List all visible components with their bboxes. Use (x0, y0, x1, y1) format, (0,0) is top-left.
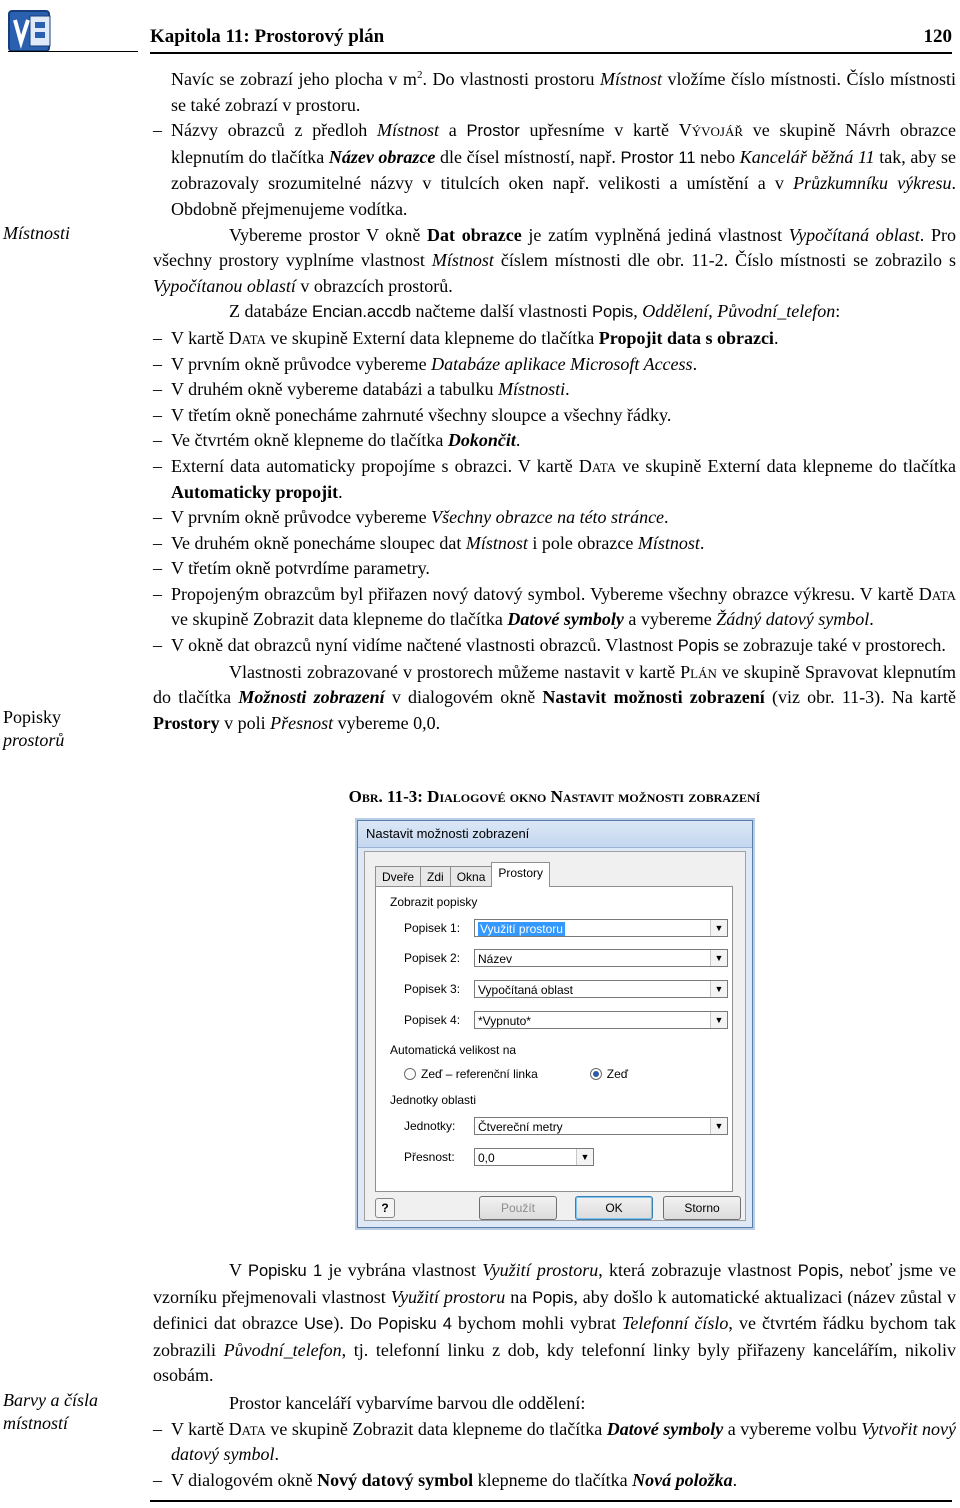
page-header (150, 20, 952, 54)
paragraph: Vybereme prostor V okně Dat obrazce je zatím vyplněná jediná vlastnost Vypočítaná oblast. Pro všechny prostory vyplníme vlastnost Místnost číslem místnosti dle obr. 11-2. Číslo místnosti se zobrazilo s Vypočítanou oblastí v obrazcích prostorů. (153, 224, 956, 296)
units-caption: Jednotky: (404, 1119, 456, 1133)
list-item: – V okně dat obrazců nyní vidíme načtené vlastnosti obrazců. Vlastnost Popis se zobrazuje také v prostorech. (153, 633, 956, 660)
visio-logo-icon (8, 8, 54, 54)
paragraph: Vlastnosti zobrazované v prostorech můžeme nastavit v kartě Plán ve skupině Spravovat klepnutím do tlačítka Možnosti zobrazení v dialogovém okně Nastavit možnosti zobrazení (viz obr. 11-3). Na kartě Prostory v poli Přesnost vybereme 0,0. (153, 661, 956, 733)
tab-spaces[interactable]: Prostory (491, 862, 550, 887)
list-item: – V třetím okně potvrdíme parametry. (153, 556, 956, 582)
footer-divider (150, 1500, 952, 1502)
label4-row (404, 1011, 728, 1029)
list-item: – V prvním okně průvodce vybereme Všechny obrazce na této stránce. (153, 505, 956, 531)
chevron-down-icon: ▼ (710, 981, 727, 997)
paragraph: Prostor kanceláří vybarvíme barvou dle oddělení: (229, 1392, 586, 1413)
chevron-down-icon: ▼ (710, 1012, 727, 1028)
tab-doors[interactable]: Dveře (375, 866, 421, 887)
chevron-down-icon: ▼ (710, 920, 727, 936)
paragraph: V Popisku 1 je vybrána vlastnost Využití prostoru, která zobrazuje vlastnost Popis, neboť jsme ve vzorníku přejmenovali vlastnost Využití prostoru na Popis, aby došlo k automatické aktualizaci (název zůstal v definici dat obrazce Use). Do Popisku 4 bychom mohli vybrat Telefonní číslo, ve čtvrtém řádku bychom tak zobrazili Původní_telefon, tj. telefonní linku z dob, kdy telefonní linky byly přiřazeny kancelářím, nikoliv osobám. (153, 1260, 957, 1386)
figure-caption: Obr. 11-3: Dialogové okno Nastavit možnosti zobrazení (348, 787, 761, 806)
margin-note-labels-a: Popisky (3, 707, 62, 727)
list-item: – Názvy obrazců z předloh Místnost a Prostor upřesníme v kartě Vývojář ve skupině Návrh obrazce klepnutím do tlačítka Název obrazce dle čísel místností, např. Prostor 11 nebo Kancelář běžná 11 tak, aby se zobrazovaly srozumitelné názvy v titulcích oken např. velikosti a umístění a v Průzkumníku výkresu. Obdobně přejmenujeme vodítka. (153, 118, 956, 222)
label4-select[interactable]: *Vypnuto* ▼ (474, 1011, 728, 1029)
precision-caption: Přesnost: (404, 1150, 455, 1164)
tab-windows[interactable]: Okna (450, 866, 493, 887)
chevron-down-icon: ▼ (710, 950, 727, 966)
label2-caption: Popisek 2: (404, 951, 461, 965)
paragraph: Z databáze Encian.accdb načteme další vlastnosti Popis, Oddělení, Původní_telefon: (229, 301, 841, 322)
list-item: – Propojeným obrazcům byl přiřazen nový datový symbol. Vybereme všechny obrazce výkresu. V kartě Data ve skupině Zobrazit data klepneme do tlačítka Datové symboly a vybereme Žádný datový symbol. (153, 582, 956, 633)
label3-caption: Popisek 3: (404, 982, 461, 996)
label2-row (404, 949, 728, 967)
tab-panel (375, 886, 733, 1192)
precision-row (404, 1148, 594, 1166)
list-item: – V dialogovém okně Nový datový symbol klepneme do tlačítka Nová položka. (153, 1468, 956, 1494)
display-options-dialog (357, 820, 753, 1228)
label3-row (404, 980, 728, 998)
precision-select[interactable]: 0,0 ▼ (474, 1148, 594, 1166)
dialog-title: Nastavit možnosti zobrazení (358, 821, 752, 848)
chevron-down-icon: ▼ (576, 1149, 593, 1165)
list-item: – Externí data automaticky propojíme s obrazci. V kartě Data ve skupině Externí data klepneme do tlačítka Automaticky propojit. (153, 454, 956, 505)
main-text-top (153, 63, 956, 736)
radio-wall-reference[interactable]: Zeď – referenční linka (404, 1067, 538, 1081)
units-select[interactable]: Čtvereční metry ▼ (474, 1117, 728, 1135)
margin-note-rooms: Místnosti (3, 223, 71, 243)
main-text-bottom (153, 1258, 956, 1493)
margin-note-colors: Barvy a čísla místností (3, 1390, 98, 1433)
tab-walls[interactable]: Zdi (420, 866, 451, 887)
margin-note-labels-b: prostorů (3, 730, 65, 750)
label1-row (404, 919, 728, 937)
list-item: – V kartě Data ve skupině Externí data klepneme do tlačítka Propojit data s obrazci. (153, 326, 956, 352)
label1-select[interactable]: Využití prostoru ▼ (474, 919, 728, 937)
group-area-title: Automatická velikost na (390, 1043, 517, 1057)
chapter-title: Kapitola 11: Prostorový plán (150, 26, 385, 47)
area-radio-row (404, 1067, 680, 1081)
list-item: – V druhém okně vybereme databázi a tabulku Místnosti. (153, 377, 956, 403)
label3-select[interactable]: Vypočítaná oblast ▼ (474, 980, 728, 998)
list-item: – Ve čtvrtém okně klepneme do tlačítka Dokončit. (153, 428, 956, 454)
list-item: – V kartě Data ve skupině Zobrazit data klepneme do tlačítka Datové symboly a vybereme volbu Vytvořit nový datový symbol. (153, 1417, 956, 1468)
header-divider (8, 51, 138, 52)
list-item: – V třetím okně ponecháme zahrnuté všechny sloupce a všechny řádky. (153, 403, 956, 429)
ok-button[interactable]: OK (575, 1196, 653, 1220)
paragraph: Navíc se zobrazí jeho plocha v $m^2$. Do vlastnosti prostoru Místnost vložíme číslo místnosti. Číslo místnosti se také zobrazí v prostoru. (171, 69, 957, 115)
units-row (404, 1117, 728, 1135)
dialog-body (364, 851, 746, 1221)
label1-caption: Popisek 1: (404, 921, 461, 935)
radio-wall[interactable]: Zeď (590, 1067, 628, 1081)
margin-note-labels (3, 706, 83, 752)
group-units-title: Jednotky oblasti (390, 1093, 477, 1107)
cancel-button[interactable]: Storno (663, 1196, 741, 1220)
apply-button[interactable]: Použít (479, 1196, 557, 1220)
list-item: – Ve druhém okně ponecháme sloupec dat Místnost i pole obrazce Místnost. (153, 531, 956, 557)
group-labels-title: Zobrazit popisky (390, 895, 478, 909)
radio-dot (404, 1068, 416, 1080)
radio-dot-selected (590, 1068, 602, 1080)
label2-select[interactable]: Název ▼ (474, 949, 728, 967)
label4-caption: Popisek 4: (404, 1013, 461, 1027)
dialog-tabs (375, 862, 549, 887)
chevron-down-icon: ▼ (710, 1118, 727, 1134)
help-icon[interactable]: ? (375, 1198, 395, 1218)
page-number: 120 (923, 26, 952, 47)
list-item: – V prvním okně průvodce vybereme Databáze aplikace Microsoft Access. (153, 352, 956, 378)
